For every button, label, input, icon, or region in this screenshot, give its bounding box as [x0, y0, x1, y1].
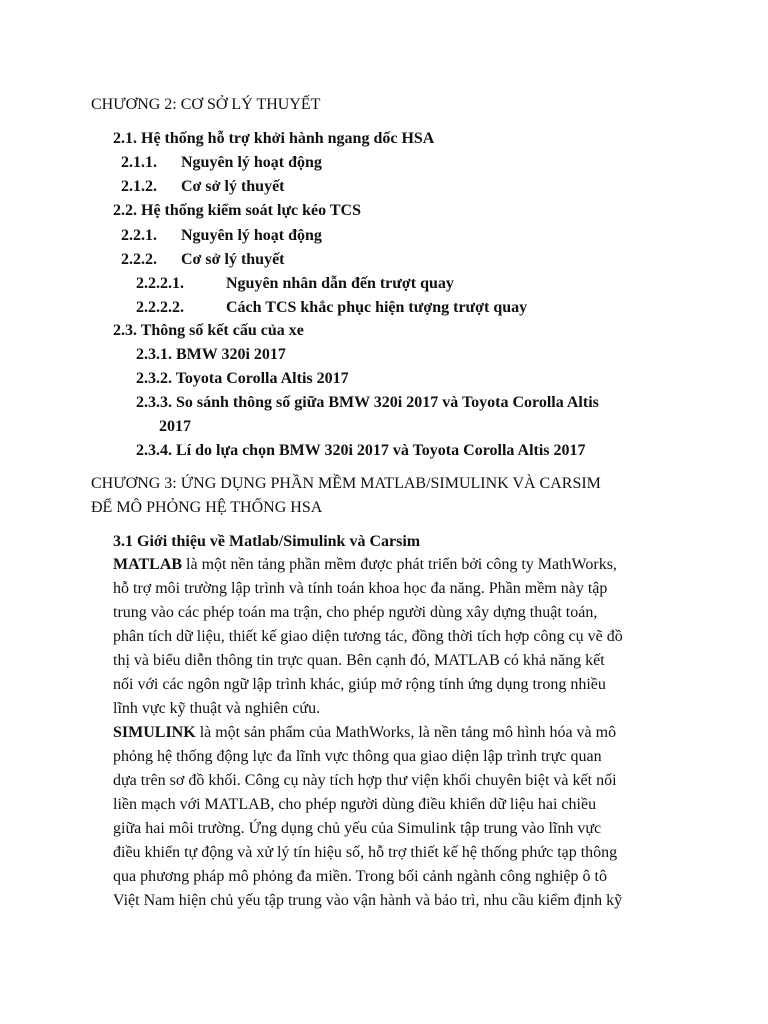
section-2-3-1-title: 2.3.1. BMW 320i 2017 — [136, 346, 286, 363]
section-2-2-2-1-title: Nguyên nhân dẫn đến trượt quay — [226, 275, 454, 292]
section-2-3-heading: 2.3. Thông số kết cấu của xe — [113, 322, 304, 339]
matlab-paragraph — [113, 553, 683, 721]
simulink-line-3: dựa trên sơ đồ khối. Công cụ này tích hợp thư viện khối chuyên biệt và kết nối — [113, 772, 617, 789]
simulink-line-5: giữa hai môi trường. Ứng dụng chủ yếu của Simulink tập trung vào lĩnh vực — [113, 820, 602, 837]
section-2-3-3-title-line2: 2017 — [159, 418, 191, 435]
section-2-2-2-2-title: Cách TCS khắc phục hiện tượng trượt quay — [226, 299, 528, 316]
matlab-line-3: trung vào các phép toán ma trận, cho phép người dùng xây dựng thuật toán, — [113, 604, 598, 621]
simulink-line-7: qua phương pháp mô phỏng đa miền. Trong bối cảnh ngành công nghiệp ô tô — [113, 868, 607, 885]
section-2-1-heading: 2.1. Hệ thống hỗ trợ khởi hành ngang dốc HSA — [113, 130, 435, 147]
section-2-1-2-title: Cơ sở lý thuyết — [181, 178, 285, 195]
section-2-2-heading: 2.2. Hệ thống kiểm soát lực kéo TCS — [113, 202, 361, 219]
section-2-2-2-2-number: 2.2.2.2. — [136, 299, 184, 316]
section-2-2-1-title: Nguyên lý hoạt động — [181, 227, 322, 244]
matlab-line-4: phân tích dữ liệu, thiết kế giao diện tương tác, đồng thời tích hợp công cụ vẽ đồ — [113, 628, 623, 645]
section-2-3-3-title-line1: 2.3.3. So sánh thông số giữa BMW 320i 2017 và Toyota Corolla Altis — [136, 394, 599, 411]
section-2-2-2-1-number: 2.2.2.1. — [136, 275, 184, 292]
simulink-line-1: SIMULINK là một sản phẩm của MathWorks, là nền tảng mô hình hóa và mô — [113, 724, 617, 741]
matlab-line-1: MATLAB là một nền tảng phần mềm được phát triển bởi công ty MathWorks, — [113, 556, 617, 573]
simulink-term: SIMULINK — [113, 724, 196, 741]
matlab-line-2: hỗ trợ môi trường lập trình và tính toán khoa học đa năng. Phần mềm này tập — [113, 580, 608, 597]
section-2-2-2-title: Cơ sở lý thuyết — [181, 251, 285, 268]
section-2-1-1-title: Nguyên lý hoạt động — [181, 154, 322, 171]
matlab-line-5: thị và biểu diễn thông tin trực quan. Bên cạnh đó, MATLAB có khả năng kết — [113, 652, 605, 669]
matlab-line-6: nối với các ngôn ngữ lập trình khác, giúp mở rộng tính ứng dụng trong nhiều — [113, 676, 606, 693]
section-3-1-heading: 3.1 Giới thiệu về Matlab/Simulink và Carsim — [113, 533, 421, 550]
section-2-2-1-number: 2.2.1. — [121, 227, 157, 244]
simulink-line-2: phỏng hệ thống động lực đa lĩnh vực thông qua giao diện lập trình trực quan — [113, 748, 602, 765]
chapter-3-title-line2: ĐỂ MÔ PHỎNG HỆ THỐNG HSA — [91, 499, 323, 516]
simulink-paragraph — [113, 721, 683, 913]
section-2-1-2-number: 2.1.2. — [121, 178, 157, 195]
chapter-3-title-line1: CHƯƠNG 3: ỨNG DỤNG PHẦN MỀM MATLAB/SIMULINK VÀ CARSIM — [91, 475, 601, 492]
simulink-line-8: Việt Nam hiện chủ yếu tập trung vào vận hành và bảo trì, nhu cầu kiểm định kỹ — [113, 892, 623, 909]
simulink-line-4: liền mạch với MATLAB, cho phép người dùng điều khiển dữ liệu hai chiều — [113, 796, 597, 813]
simulink-line-6: điều khiển tự động và xử lý tín hiệu số, hỗ trợ thiết kế hệ thống phức tạp thông — [113, 844, 618, 861]
section-2-1-1-number: 2.1.1. — [121, 154, 157, 171]
section-2-2-2-number: 2.2.2. — [121, 251, 157, 268]
section-2-3-2-title: 2.3.2. Toyota Corolla Altis 2017 — [136, 370, 349, 387]
matlab-line-7: lĩnh vực kỹ thuật và nghiên cứu. — [113, 700, 321, 717]
matlab-term: MATLAB — [113, 556, 183, 573]
chapter-2-title: CHƯƠNG 2: CƠ SỞ LÝ THUYẾT — [91, 96, 321, 113]
section-2-3-4-title: 2.3.4. Lí do lựa chọn BMW 320i 2017 và Toyota Corolla Altis 2017 — [136, 442, 586, 459]
